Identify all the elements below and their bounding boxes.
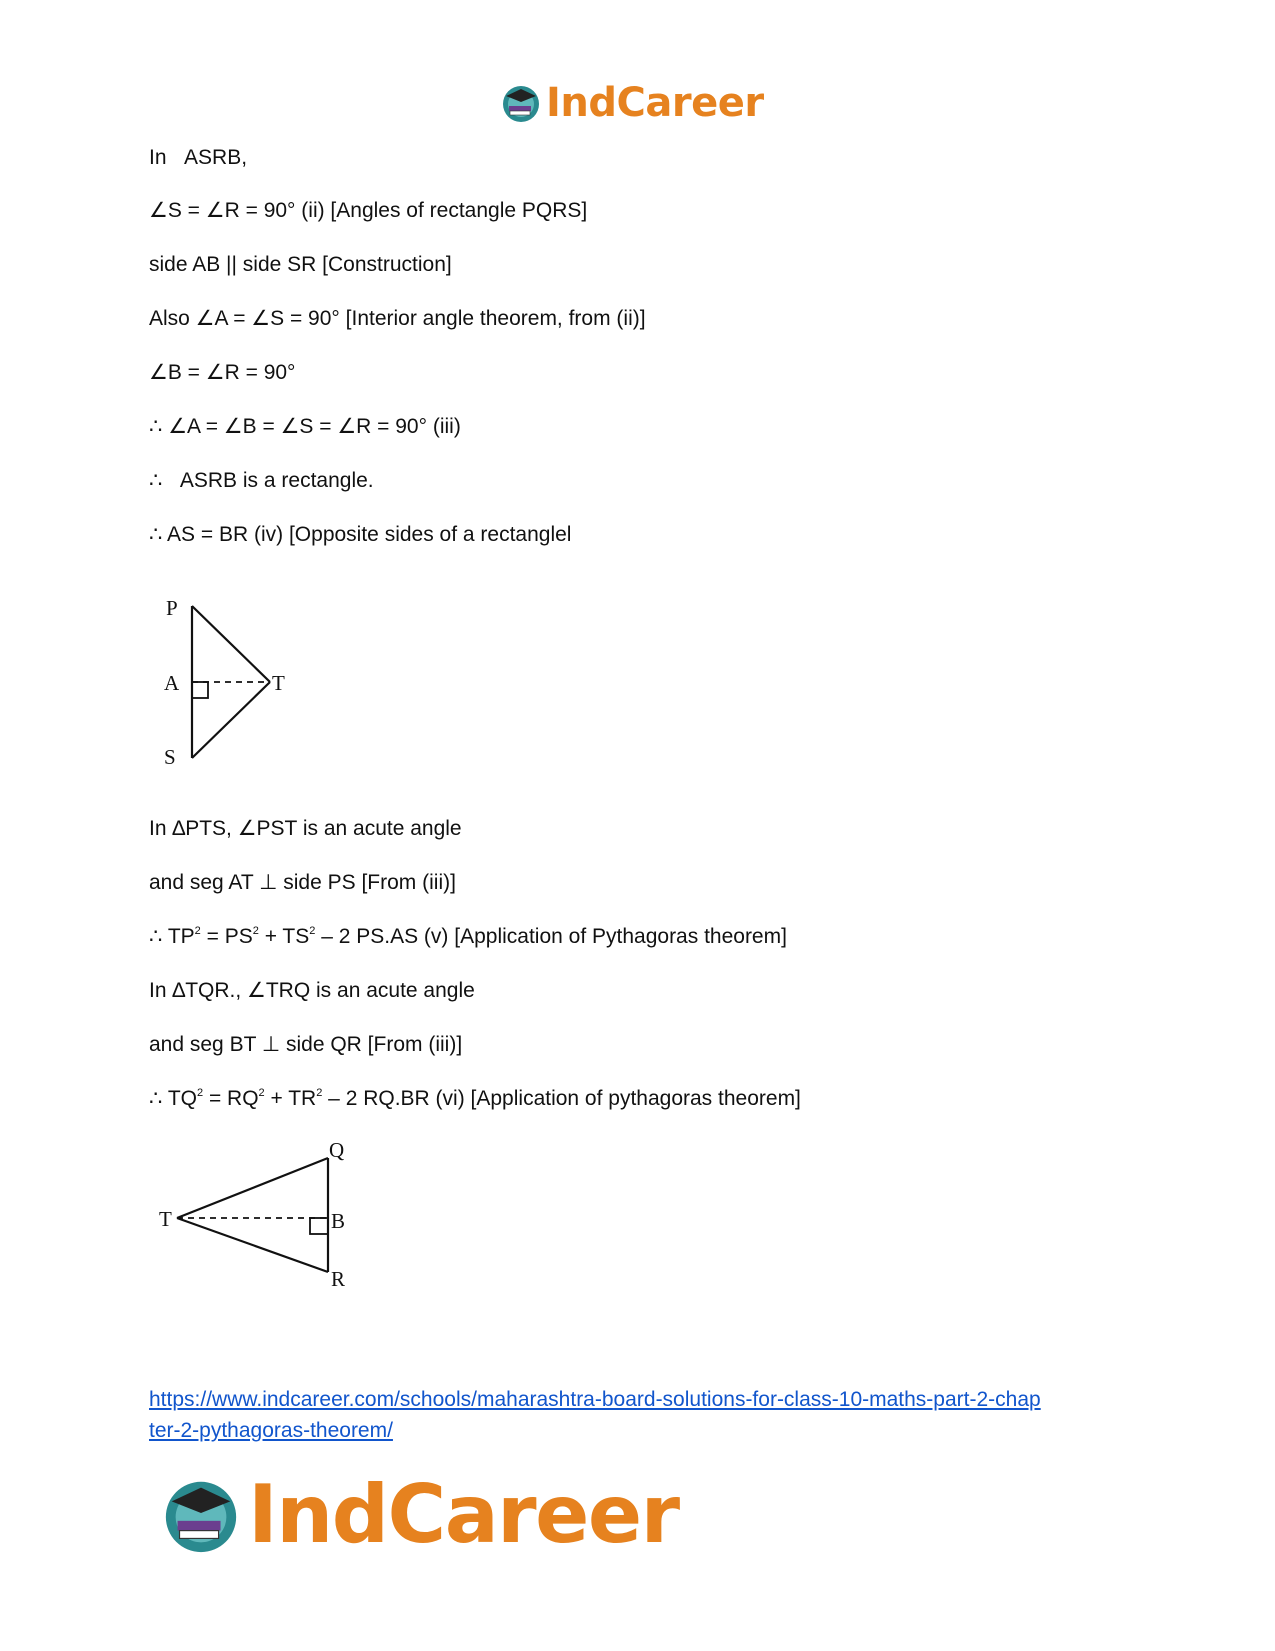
label-p: P (166, 596, 178, 620)
text-line: Also ∠A = ∠S = 90° [Interior angle theorem, from (ii)] (149, 307, 646, 330)
footer-logo (160, 1468, 679, 1561)
triangle-tqr-figure (155, 1140, 365, 1295)
text-line: In ∆TQR., ∠TRQ is an acute angle (149, 979, 475, 1002)
right-angle-marker (310, 1218, 328, 1234)
label-a: A (164, 671, 180, 695)
text-line: ∴ ASRB is a rectangle. (149, 469, 374, 492)
text-line: ∠S = ∠R = 90° (ii) [Angles of rectangle PQRS] (149, 199, 588, 222)
graduation-book-icon (160, 1474, 242, 1556)
text-line: ∠B = ∠R = 90° (149, 361, 296, 384)
text-line: and seg BT ⊥ side QR [From (iii)] (149, 1033, 463, 1056)
text-line: and seg AT ⊥ side PS [From (iii)] (149, 871, 456, 894)
header-logo (500, 80, 764, 126)
label-t: T (272, 671, 285, 695)
graduation-book-icon (500, 82, 542, 124)
triangle-pts-figure (160, 590, 300, 770)
segment-ts (192, 682, 270, 758)
equation-v: ∴ $TP^2 = PS^2 + TS^2 - 2$ PS.AS (v) [Application of Pythagoras theorem] (149, 925, 787, 948)
label-q: Q (329, 1140, 345, 1162)
text-line: ∴ ∠A = ∠B = ∠S = ∠R = 90° (iii) (149, 415, 461, 438)
logo-wordmark: IndCareer (248, 1468, 679, 1561)
segment-tr (177, 1218, 328, 1272)
label-t: T (159, 1207, 172, 1231)
source-link[interactable] (149, 1384, 1129, 1446)
text-line: ∴ AS = BR (iv) [Opposite sides of a rectanglel (149, 523, 572, 546)
text-line: side AB || side SR [Construction] (149, 253, 452, 276)
label-r: R (331, 1267, 346, 1291)
right-angle-marker (192, 682, 208, 698)
logo-wordmark: IndCareer (546, 80, 764, 126)
label-s: S (164, 745, 176, 769)
segment-qt (177, 1158, 328, 1218)
label-b: B (331, 1209, 346, 1233)
equation-vi: ∴ $TQ^2 = RQ^2 + TR^2 - 2$ RQ.BR (vi) [Application of pythagoras theorem] (149, 1087, 801, 1110)
source-link-line-2[interactable]: ter-2-pythagoras-theorem/ (149, 1419, 393, 1442)
text-line: In ∆PTS, ∠PST is an acute angle (149, 817, 462, 840)
source-link-line-1[interactable]: https://www.indcareer.com/schools/maharashtra-board-solutions-for-class-10-maths-part-2-chap (149, 1388, 1041, 1411)
segment-pt (192, 606, 270, 682)
text-line: In ASRB, (149, 146, 248, 169)
